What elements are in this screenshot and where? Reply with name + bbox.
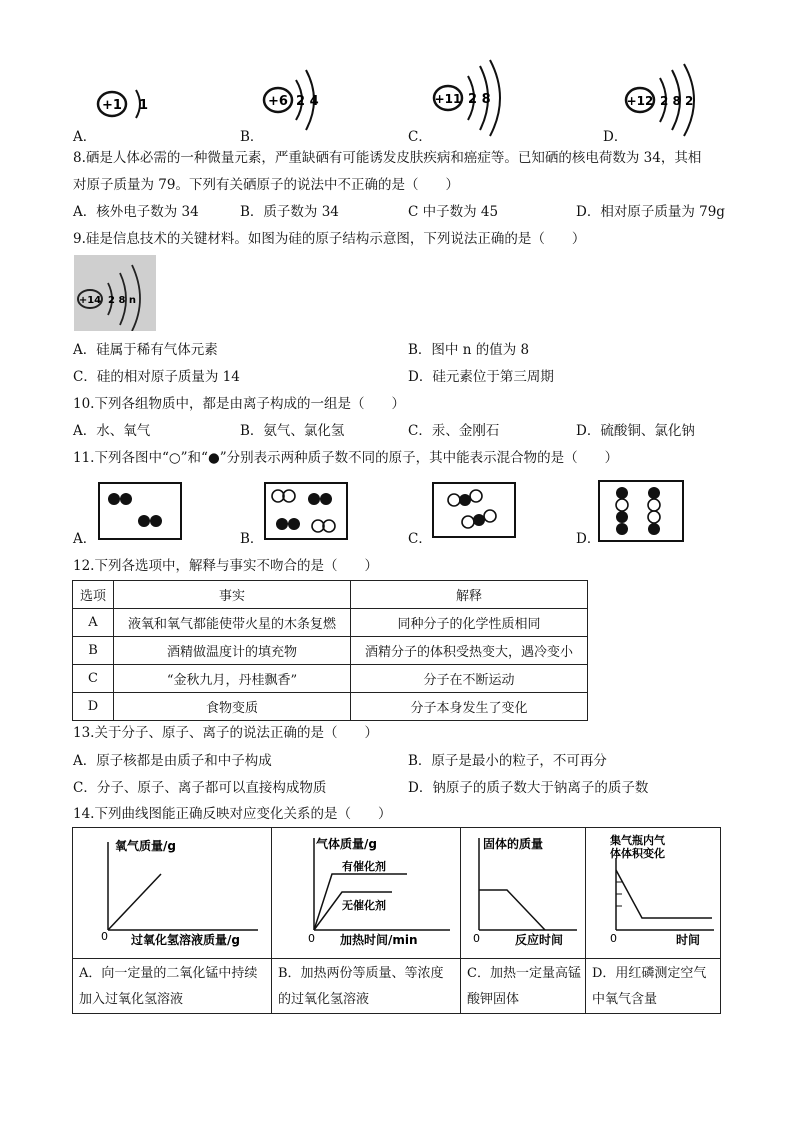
q7-b-nucleus: +6 [268,94,288,109]
graph-b-xlabel: 加热时间/min [340,933,418,947]
row-fact: 液氧和氧气都能使带火星的木条复燃 [114,609,351,637]
q11-box-a [98,482,182,540]
q14-caption-d: D．用红磷测定空气中氧气含量 [592,966,707,1007]
q9-option-b: B．图中 n 的值为 8 [408,342,530,358]
row-fact: 食物变质 [114,693,351,721]
header-option: 选项 [73,581,114,609]
q7-option-d-label: D． [603,129,628,145]
row-explanation: 分子在不断运动 [351,665,588,693]
table-header-row [73,581,588,609]
q8-option-a: A．核外电子数为 34 [73,204,199,220]
q13-option-c: C．分子、原子、离子都可以直接构成物质 [73,780,327,796]
q14-stem: 14.下列曲线图能正确反映对应变化关系的是（ ） [73,806,392,822]
row-explanation: 酒精分子的体积受热变大，遇冷变小 [351,637,588,665]
q7-d-nucleus: +12 [626,94,654,108]
table-row [73,609,588,637]
q10-option-b: B．氨气、氯化氢 [240,423,345,439]
q9-shells: 2 8 n [108,295,136,306]
q14-caption-c: C．加热一定量高锰酸钾固体 [467,966,581,1007]
q14-caption-a: A．向一定量的二氧化锰中持续加入过氧化氢溶液 [79,966,258,1007]
q11-option-d-label: D． [576,531,601,547]
q11-box-d [598,480,684,542]
q12-stem: 12.下列各选项中，解释与事实不吻合的是（ ） [73,558,378,574]
q7-option-c-label: C． [408,129,432,145]
row-explanation: 同种分子的化学性质相同 [351,609,588,637]
q7-b-shells: 2 4 [296,94,319,109]
q13-option-d: D．钠原子的质子数大于钠离子的质子数 [408,780,649,796]
header-explanation: 解释 [351,581,588,609]
captions-row [73,959,721,1014]
table-row [73,693,588,721]
q9-stem: 9.硅是信息技术的关键材料。如图为硅的原子结构示意图，下列说法正确的是（ ） [73,231,586,247]
q9-option-d: D．硅元素位于第三周期 [408,369,554,385]
q9-nucleus: +14 [78,295,102,306]
graph-b [272,828,460,954]
q11-option-c-label: C． [408,531,432,547]
q7-atom-c-diagram [428,58,518,140]
graph-c-ylabel: 固体的质量 [483,837,544,851]
q8-option-b: B．质子数为 34 [240,204,339,220]
q11-option-a-label: A． [73,531,97,547]
row-fact: “金秋九月，丹桂飘香” [114,665,351,693]
q14-caption-b: B．加热两份等质量、等浓度的过氧化氢溶液 [278,966,444,1007]
q7-a-shells: 1 [139,98,149,113]
q8-option-d: D．相对原子质量为 79g [576,204,725,220]
silicon-atom-diagram [74,255,156,331]
q7-atom-a-diagram [92,78,172,138]
q10-option-d: D．硫酸铜、氯化钠 [576,423,695,439]
row-explanation: 分子本身发生了变化 [351,693,588,721]
graph-d-ylabel-line1: 集气瓶内气 [610,834,665,847]
q7-a-nucleus: +1 [102,98,122,113]
graph-a [73,828,271,954]
q8-stem-line1: 8.硒是人体必需的一种微量元素，严重缺硒有可能诱发皮肤疾病和癌症等。已知硒的核电荷数为 34，其相 [73,150,702,166]
row-option: C [73,665,114,693]
q8-option-c: C 中子数为 45 [408,204,499,220]
q7-c-shells: 2 8 [468,92,491,107]
graph-a-origin: 0 [101,930,108,943]
q11-stem: 11.下列各图中“○”和“●”分别表示两种质子数不同的原子，其中能表示混合物的是（ ） [73,450,619,466]
row-option: B [73,637,114,665]
graph-a-xlabel: 过氧化氢溶液质量/g [131,933,240,947]
graph-d-ylabel-line2: 体体积变化 [610,847,665,860]
q13-stem: 13.关于分子、原子、离子的说法正确的是（ ） [73,725,378,741]
row-fact: 酒精做温度计的填充物 [114,637,351,665]
graph-d [586,828,720,954]
q7-atom-b-diagram [258,60,338,140]
graph-b-curve2: 无催化剂 [342,899,386,912]
graph-b-curve1: 有催化剂 [342,860,386,873]
q8-stem-line2: 对原子质量为 79。下列有关硒原子的说法中不正确的是（ ） [73,177,459,193]
graph-c-xlabel: 反应时间 [515,933,564,947]
row-option: D [73,693,114,721]
graph-a-ylabel: 氧气质量/g [115,839,176,853]
table-row [73,637,588,665]
graph-c [461,828,585,954]
silicon-atom-photo [74,255,156,331]
table-row [73,665,588,693]
header-fact: 事实 [114,581,351,609]
graph-b-origin: 0 [308,932,315,945]
row-option: A [73,609,114,637]
q10-stem: 10.下列各组物质中，都是由离子构成的一组是（ ） [73,396,405,412]
graphs-row [73,828,721,959]
q11-option-b-label: B． [240,531,264,547]
q7-option-b-label: B． [240,129,264,145]
q10-option-a: A．水、氧气 [73,423,151,439]
q7-option-a-label: A． [73,129,97,145]
q13-option-a: A．原子核都是由质子和中子构成 [73,753,272,769]
graph-b-ylabel: 气体质量/g [316,837,377,851]
q7-d-shells: 2 8 2 [660,94,694,108]
q11-box-c [432,482,516,538]
graph-d-xlabel: 时间 [676,933,701,947]
q14-table [72,827,721,1014]
q13-option-b: B．原子是最小的粒子，不可再分 [408,753,607,769]
q12-table [72,580,588,721]
q7-atom-d-diagram [620,60,720,140]
graph-c-origin: 0 [473,932,480,945]
q7-c-nucleus: +11 [434,92,462,106]
q11-box-b [264,482,348,540]
q9-option-c: C．硅的相对原子质量为 14 [73,369,240,385]
graph-d-origin: 0 [610,932,617,945]
q10-option-c: C．汞、金刚石 [408,423,500,439]
q9-option-a: A．硅属于稀有气体元素 [73,342,218,358]
